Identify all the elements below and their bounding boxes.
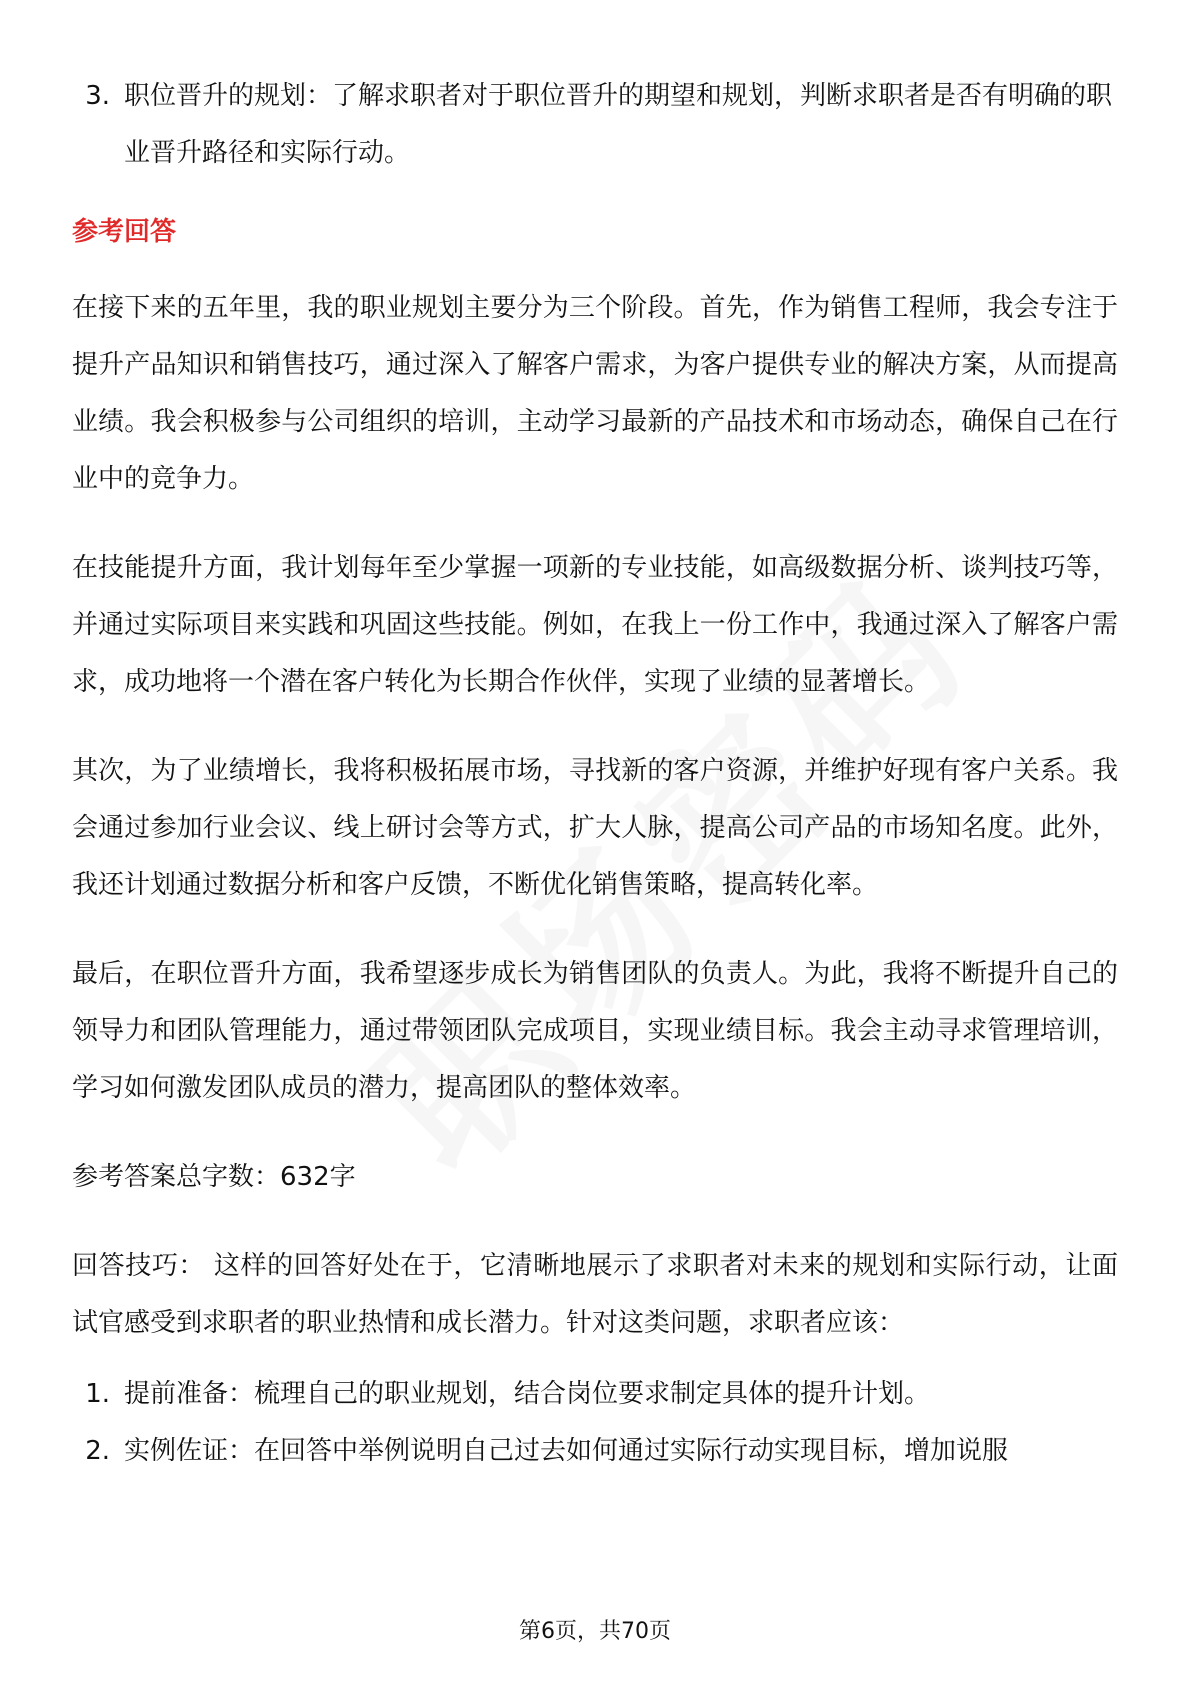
list-item [72, 1366, 1118, 1423]
tips-intro: 回答技巧： 这样的回答好处在于，它清晰地展示了求职者对未来的规划和实际行动，让面试官感受到求职者的职业热情和成长潜力。针对这类问题，求职者应该： [72, 1251, 1118, 1338]
content [72, 68, 1118, 1480]
list-text: 提前准备：梳理自己的职业规划，结合岗位要求制定具体的提升计划。 [124, 1379, 931, 1409]
top-list [72, 68, 1118, 182]
list-number: 1. [85, 1379, 110, 1409]
page-footer: 第6页，共70页 [519, 1619, 671, 1644]
paragraph: 其次，为了业绩增长，我将积极拓展市场，寻找新的客户资源，并维护好现有客户关系。我会通过参加行业会议、线上研讨会等方式，扩大人脉，提高公司产品的市场知名度。此外，我还计划通过数据分析和客户反馈，不断优化销售策略，提高转化率。 [72, 756, 1118, 900]
tips-list [72, 1366, 1118, 1480]
paragraph: 最后，在职位晋升方面，我希望逐步成长为销售团队的负责人。为此，我将不断提升自己的领导力和团队管理能力，通过带领团队完成项目，实现业绩目标。我会主动寻求管理培训，学习如何激发团队成员的潜力，提高团队的整体效率。 [72, 959, 1118, 1103]
paragraph: 在接下来的五年里，我的职业规划主要分为三个阶段。首先，作为销售工程师，我会专注于提升产品知识和销售技巧，通过深入了解客户需求，为客户提供专业的解决方案，从而提高业绩。我会积极参与公司组织的培训，主动学习最新的产品技术和市场动态，确保自己在行业中的竞争力。 [72, 293, 1118, 494]
word-count: 参考答案总字数：632字 [72, 1162, 356, 1192]
list-text: 职位晋升的规划：了解求职者对于职位晋升的期望和规划，判断求职者是否有明确的职业晋升路径和实际行动。 [124, 81, 1113, 168]
list-number: 2. [85, 1436, 110, 1466]
list-number: 3. [85, 81, 110, 111]
list-item [72, 1423, 1118, 1480]
list-text: 实例佐证：在回答中举例说明自己过去如何通过实际行动实现目标，增加说服 [124, 1436, 1009, 1466]
list-item [72, 68, 1118, 182]
paragraph: 在技能提升方面，我计划每年至少掌握一项新的专业技能，如高级数据分析、谈判技巧等，并通过实际项目来实践和巩固这些技能。例如，在我上一份工作中，我通过深入了解客户需求，成功地将一个潜在客户转化为长期合作伙伴，实现了业绩的显著增长。 [72, 553, 1118, 697]
answer-heading: 参考回答 [72, 217, 177, 247]
